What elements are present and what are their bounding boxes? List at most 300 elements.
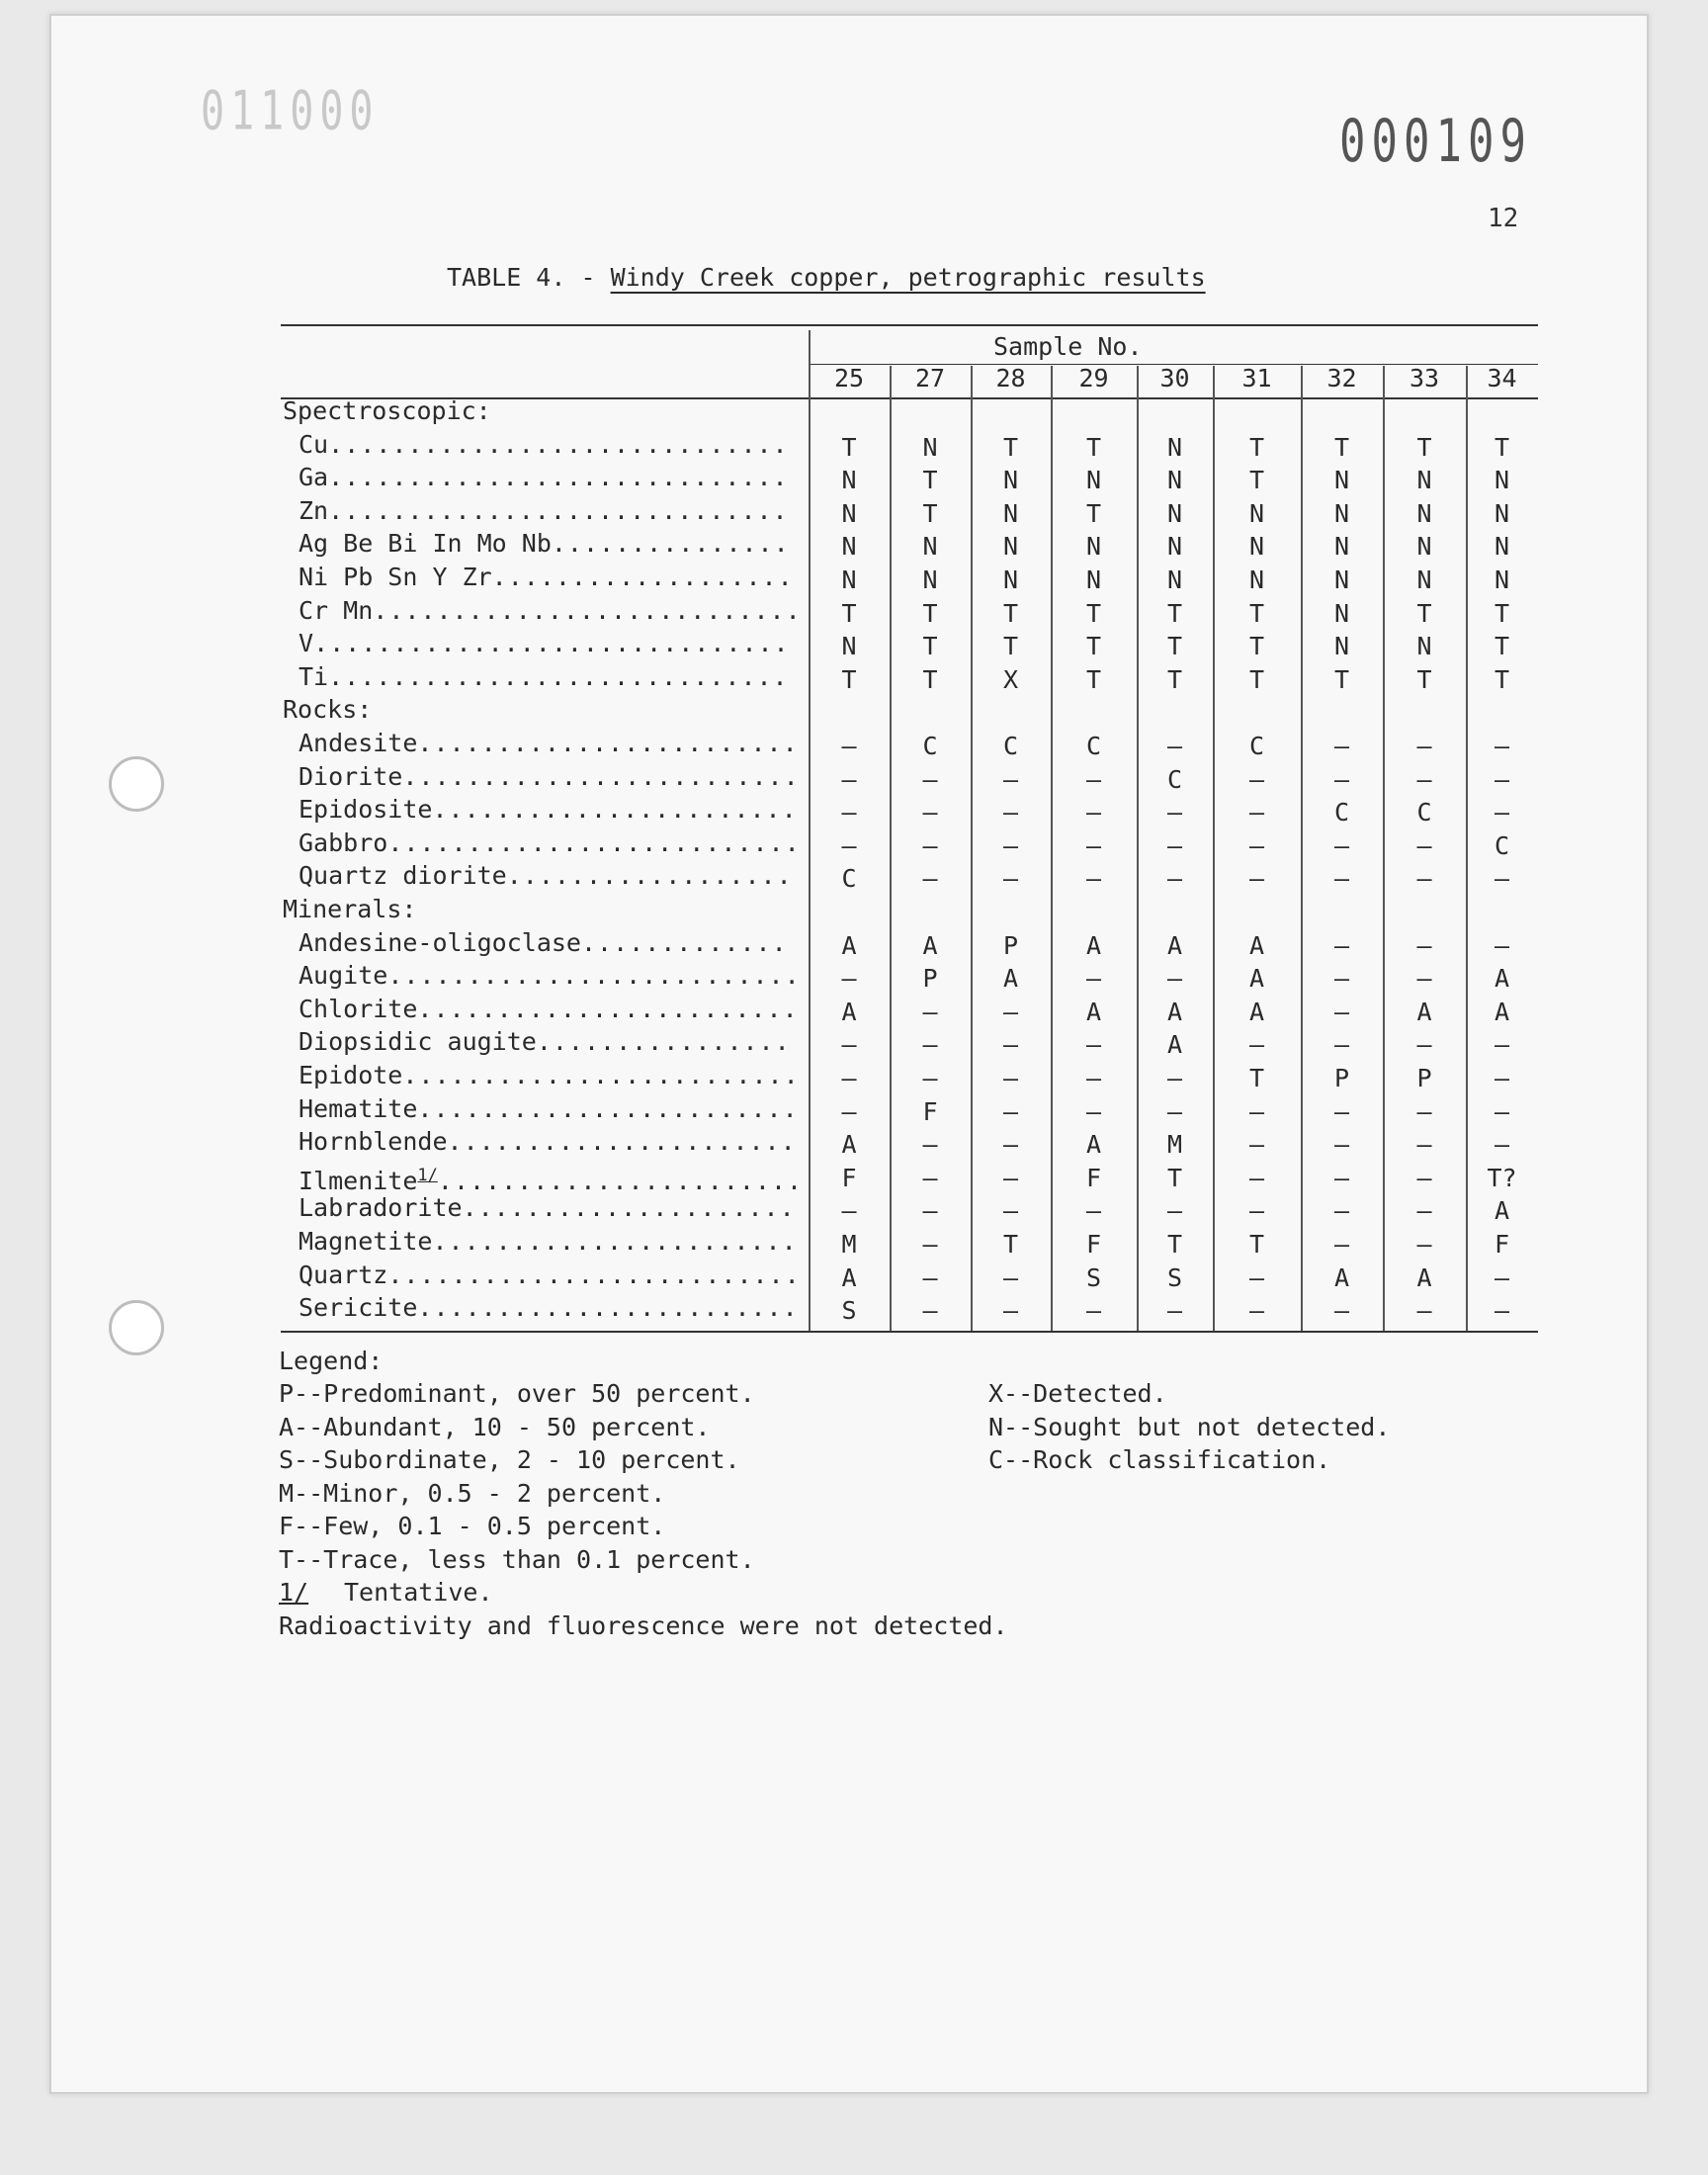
table-cell: A bbox=[1166, 1030, 1183, 1060]
table-cell: C bbox=[1333, 798, 1350, 827]
table-cell: N bbox=[841, 532, 857, 562]
table-cell: – bbox=[1416, 732, 1432, 760]
table-cell: – bbox=[841, 798, 857, 827]
table-cell: – bbox=[1248, 1196, 1265, 1226]
table-cell: A bbox=[841, 930, 857, 960]
dot-leader: ............................. bbox=[328, 463, 789, 492]
table-cell: A bbox=[841, 1262, 857, 1292]
row-name: Magnetite bbox=[299, 1227, 433, 1256]
row-label bbox=[299, 995, 799, 1024]
table-cell: T bbox=[922, 598, 938, 628]
row-name: Augite bbox=[299, 961, 388, 991]
table-cell: – bbox=[1248, 1096, 1265, 1126]
table-cell: – bbox=[1166, 864, 1183, 894]
table-cell: – bbox=[1333, 964, 1350, 994]
table-cell: N bbox=[1166, 432, 1183, 462]
row-name: Quartz diorite bbox=[299, 861, 507, 891]
row-label bbox=[299, 1293, 799, 1323]
column-header-sample: 27 bbox=[914, 364, 946, 392]
table-cell: A bbox=[922, 930, 938, 960]
table-cell: N bbox=[1248, 566, 1265, 594]
table-cell: A bbox=[1002, 964, 1019, 994]
table-cell: A bbox=[841, 997, 857, 1026]
row-label bbox=[299, 795, 798, 825]
table-cell: – bbox=[1002, 1030, 1019, 1060]
table-cell: – bbox=[922, 1030, 938, 1060]
table-cell: – bbox=[1166, 830, 1183, 860]
table-cell: T bbox=[1494, 632, 1510, 661]
table-cell: – bbox=[1333, 830, 1350, 860]
footnote-mark: 1/ bbox=[279, 1578, 309, 1608]
table-cell: N bbox=[841, 466, 857, 495]
table-cell: – bbox=[1494, 1064, 1510, 1092]
table-cell: N bbox=[1002, 532, 1019, 562]
row-label bbox=[299, 1161, 803, 1196]
table-cell: – bbox=[841, 732, 857, 760]
table-cell: S bbox=[1085, 1262, 1102, 1292]
column-header-sample: 29 bbox=[1078, 364, 1109, 392]
row-label bbox=[299, 629, 790, 658]
table-cell: – bbox=[1085, 1196, 1102, 1226]
dot-leader: .................. bbox=[506, 861, 793, 891]
row-name: Ilmenite bbox=[299, 1166, 418, 1195]
table-cell: T bbox=[841, 664, 857, 694]
dot-leader: .......................... bbox=[387, 961, 801, 991]
table-cell: P bbox=[1416, 1064, 1432, 1092]
dot-leader: .......................... bbox=[387, 1260, 801, 1289]
row-label bbox=[299, 1027, 791, 1057]
table-cell: – bbox=[1416, 964, 1432, 994]
table-cell: N bbox=[1166, 532, 1183, 562]
table-cell: T bbox=[1085, 598, 1102, 628]
legend-entry: F--Few, 0.1 - 0.5 percent. bbox=[279, 1512, 666, 1541]
table-caption bbox=[447, 263, 1206, 292]
punch-hole bbox=[109, 1300, 164, 1355]
table-cell: T bbox=[1248, 632, 1265, 661]
row-name: Epidote bbox=[299, 1061, 403, 1089]
table-cell: – bbox=[1002, 830, 1019, 860]
row-label bbox=[299, 828, 801, 858]
table-cell: – bbox=[1416, 764, 1432, 794]
table-cell: – bbox=[1002, 997, 1019, 1026]
table-cell: – bbox=[1494, 764, 1510, 794]
table-cell: T bbox=[922, 632, 938, 661]
table-cell: – bbox=[922, 1230, 938, 1259]
table-cell: – bbox=[1248, 830, 1265, 860]
row-name: Zn bbox=[299, 495, 329, 525]
table-cell: – bbox=[1002, 1096, 1019, 1126]
row-label bbox=[299, 1127, 797, 1157]
dot-leader: ......................... bbox=[402, 761, 800, 791]
table-cell: F bbox=[1085, 1230, 1102, 1259]
column-divider bbox=[1213, 366, 1215, 1331]
table-cell: T bbox=[1002, 632, 1019, 661]
table-cell: – bbox=[1166, 1096, 1183, 1126]
table-cell: N bbox=[841, 566, 857, 594]
column-header-sample: 25 bbox=[833, 364, 865, 392]
faint-document-number-stamp: 011000 bbox=[201, 80, 380, 143]
row-name: Hematite bbox=[299, 1093, 418, 1123]
table-cell: – bbox=[1166, 1196, 1183, 1226]
table-cell: – bbox=[1494, 1296, 1510, 1326]
table-cell: – bbox=[1494, 1130, 1510, 1160]
table-cell: – bbox=[1333, 1096, 1350, 1126]
table-cell: – bbox=[1085, 764, 1102, 794]
table-cell: – bbox=[922, 798, 938, 827]
table-cell: T bbox=[1166, 598, 1183, 628]
table-cell: T bbox=[1085, 632, 1102, 661]
table-cell: A bbox=[1494, 964, 1510, 994]
table-cell: A bbox=[1248, 997, 1265, 1026]
table-cell: T bbox=[1494, 598, 1510, 628]
column-divider bbox=[1466, 366, 1468, 1331]
table-cell: – bbox=[1248, 1030, 1265, 1060]
table-cell: S bbox=[1166, 1262, 1183, 1292]
dot-leader: ....................... bbox=[432, 795, 798, 825]
table-cell: A bbox=[1494, 997, 1510, 1026]
column-divider bbox=[1051, 366, 1053, 1331]
table-cell: N bbox=[1333, 498, 1350, 528]
table-cell: C bbox=[1002, 732, 1019, 760]
table-cell: N bbox=[841, 498, 857, 528]
table-cell: N bbox=[1248, 532, 1265, 562]
dot-leader: ............... bbox=[551, 529, 790, 559]
table-cell: C bbox=[841, 864, 857, 894]
sample-number-header: Sample No. bbox=[993, 332, 1143, 361]
row-label bbox=[299, 1227, 798, 1257]
table-cell: – bbox=[1494, 864, 1510, 894]
table-cell: A bbox=[1085, 1130, 1102, 1160]
table-cell: – bbox=[1002, 1296, 1019, 1326]
table-cell: – bbox=[841, 830, 857, 860]
table-cell: – bbox=[1248, 1262, 1265, 1292]
row-name: Chlorite bbox=[299, 994, 418, 1023]
column-header-sample: 30 bbox=[1159, 364, 1190, 392]
table-cell: T bbox=[1085, 498, 1102, 528]
table-cell: T bbox=[922, 498, 938, 528]
table-cell: – bbox=[1416, 864, 1432, 894]
table-cell: N bbox=[1416, 498, 1432, 528]
table-cell: – bbox=[922, 1196, 938, 1226]
row-label bbox=[299, 961, 801, 991]
column-header-sample: 28 bbox=[995, 364, 1026, 392]
table-cell: – bbox=[841, 964, 857, 994]
table-cell: F bbox=[1494, 1230, 1510, 1259]
table-cell: – bbox=[1416, 1163, 1432, 1192]
table-cell: N bbox=[1166, 498, 1183, 528]
table-cell: N bbox=[922, 532, 938, 562]
table-cell: C bbox=[1166, 764, 1183, 794]
table-cell: – bbox=[922, 1130, 938, 1160]
column-header-sample: 31 bbox=[1241, 364, 1272, 392]
table-cell: N bbox=[841, 632, 857, 661]
table-cell: – bbox=[1085, 864, 1102, 894]
table-cell: T bbox=[1002, 598, 1019, 628]
table-cell: S bbox=[841, 1296, 857, 1326]
table-cell: – bbox=[1248, 1130, 1265, 1160]
column-divider bbox=[1383, 366, 1385, 1331]
table-cell: N bbox=[1416, 632, 1432, 661]
table-cell: – bbox=[1416, 1030, 1432, 1060]
table-cell: T bbox=[1416, 432, 1432, 462]
column-divider bbox=[1137, 366, 1139, 1331]
table-caption-prefix: TABLE 4. - bbox=[447, 263, 611, 292]
table-cell: T bbox=[1166, 664, 1183, 694]
table-cell: N bbox=[1333, 598, 1350, 628]
column-divider bbox=[890, 366, 892, 1331]
table-cell: – bbox=[1002, 1262, 1019, 1292]
table-cell: T bbox=[1248, 598, 1265, 628]
table-cell: – bbox=[1085, 964, 1102, 994]
table-cell: N bbox=[1002, 498, 1019, 528]
table-cell: – bbox=[841, 764, 857, 794]
table-cell: N bbox=[1416, 566, 1432, 594]
table-cell: N bbox=[1416, 466, 1432, 495]
section-label: Rocks: bbox=[283, 695, 373, 725]
table-bottom-rule bbox=[281, 1331, 1538, 1333]
dot-leader: ............................. bbox=[328, 661, 789, 691]
row-label bbox=[299, 762, 800, 792]
table-cell: – bbox=[922, 830, 938, 860]
dot-leader: ......................... bbox=[402, 1061, 800, 1089]
table-cell: – bbox=[1333, 1230, 1350, 1259]
table-cell: – bbox=[1248, 764, 1265, 794]
table-cell: – bbox=[922, 864, 938, 894]
radioactivity-note: Radioactivity and fluorescence were not detected. bbox=[279, 1610, 1008, 1640]
dot-leader: ............. bbox=[580, 927, 788, 957]
table-cell: – bbox=[1248, 864, 1265, 894]
table-cell: T bbox=[841, 432, 857, 462]
table-cell: – bbox=[1416, 1230, 1432, 1259]
table-cell: N bbox=[1085, 566, 1102, 594]
table-cell: – bbox=[1166, 1296, 1183, 1326]
legend-entry: S--Subordinate, 2 - 10 percent. bbox=[279, 1445, 740, 1475]
dot-leader: ....................... bbox=[432, 1227, 798, 1256]
table-cell: – bbox=[1333, 1163, 1350, 1192]
table-cell: T bbox=[922, 466, 938, 495]
legend-entry: T--Trace, less than 0.1 percent. bbox=[279, 1544, 755, 1574]
table-cell: C bbox=[1416, 798, 1432, 827]
table-cell: T bbox=[1166, 1163, 1183, 1192]
table-cell: T bbox=[1333, 664, 1350, 694]
dot-leader: ..................... bbox=[462, 1193, 796, 1223]
table-cell: – bbox=[841, 1064, 857, 1092]
table-top-rule bbox=[281, 324, 1538, 326]
row-name: Gabbro bbox=[299, 827, 388, 857]
table-cell: N bbox=[1494, 498, 1510, 528]
table-cell: C bbox=[1494, 830, 1510, 860]
table-cell: C bbox=[1248, 732, 1265, 760]
table-cell: F bbox=[922, 1096, 938, 1126]
table-cell: X bbox=[1002, 664, 1019, 694]
table-cell: – bbox=[922, 1262, 938, 1292]
table-cell: – bbox=[1416, 1196, 1432, 1226]
legend-entry: P--Predominant, over 50 percent. bbox=[279, 1379, 755, 1409]
table-cell: – bbox=[1416, 1096, 1432, 1126]
table-cell: – bbox=[1333, 864, 1350, 894]
table-cell: A bbox=[1085, 997, 1102, 1026]
table-cell: C bbox=[922, 732, 938, 760]
table-cell: A bbox=[1416, 1262, 1432, 1292]
table-cell: – bbox=[1002, 864, 1019, 894]
footnote-text: Tentative. bbox=[344, 1578, 493, 1608]
dot-leader: ................ bbox=[536, 1027, 791, 1057]
table-cell: T bbox=[841, 598, 857, 628]
table-cell: N bbox=[1166, 566, 1183, 594]
table-cell: – bbox=[1494, 1096, 1510, 1126]
dot-leader: ............................. bbox=[328, 495, 789, 525]
row-name: Ga bbox=[299, 463, 329, 492]
table-cell: – bbox=[1494, 1030, 1510, 1060]
table-cell: A bbox=[1248, 964, 1265, 994]
table-cell: T bbox=[1002, 1230, 1019, 1259]
dot-leader: ........................ bbox=[417, 1093, 799, 1123]
dot-leader: ................... bbox=[491, 563, 794, 591]
table-cell: – bbox=[1002, 764, 1019, 794]
row-name: Andesite bbox=[299, 729, 418, 757]
legend-entry: X--Detected. bbox=[988, 1379, 1167, 1409]
dot-leader: ........................ bbox=[417, 994, 799, 1023]
table-cell: – bbox=[841, 1196, 857, 1226]
row-name: Ag Be Bi In Mo Nb bbox=[299, 529, 552, 559]
table-cell: – bbox=[1333, 1196, 1350, 1226]
column-header-sample: 32 bbox=[1326, 364, 1357, 392]
table-cell: – bbox=[922, 1296, 938, 1326]
legend-title: Legend: bbox=[279, 1346, 384, 1375]
row-label bbox=[299, 1061, 800, 1090]
table-cell: – bbox=[841, 1030, 857, 1060]
row-label bbox=[299, 662, 789, 692]
row-label bbox=[299, 529, 790, 559]
table-cell: N bbox=[1002, 566, 1019, 594]
table-cell: N bbox=[1085, 532, 1102, 562]
document-number-stamp: 000109 bbox=[1339, 108, 1532, 176]
column-divider bbox=[809, 330, 811, 1331]
table-cell: M bbox=[841, 1230, 857, 1259]
row-label bbox=[299, 1261, 801, 1290]
table-cell: C bbox=[1085, 732, 1102, 760]
row-label bbox=[299, 729, 799, 758]
table-cell: T bbox=[1166, 1230, 1183, 1259]
table-cell: N bbox=[922, 432, 938, 462]
row-label bbox=[299, 430, 789, 460]
table-cell: N bbox=[1002, 466, 1019, 495]
row-label bbox=[299, 463, 789, 492]
table-cell: – bbox=[1002, 1064, 1019, 1092]
table-cell: N bbox=[922, 566, 938, 594]
table-cell: T? bbox=[1487, 1163, 1517, 1192]
table-cell: N bbox=[1333, 566, 1350, 594]
section-label: Minerals: bbox=[283, 895, 417, 923]
table-cell: P bbox=[1002, 930, 1019, 960]
table-cell: N bbox=[1494, 532, 1510, 562]
row-name: Ni Pb Sn Y Zr bbox=[299, 563, 492, 591]
row-name: Epidosite bbox=[299, 795, 433, 825]
table-cell: A bbox=[1085, 930, 1102, 960]
column-divider bbox=[1301, 366, 1303, 1331]
table-cell: – bbox=[1166, 1064, 1183, 1092]
table-caption-title: Windy Creek copper, petrographic results bbox=[610, 263, 1206, 292]
row-name: Cu bbox=[299, 429, 329, 459]
table-cell: – bbox=[1085, 1030, 1102, 1060]
table-cell: N bbox=[1494, 466, 1510, 495]
table-cell: – bbox=[1494, 732, 1510, 760]
legend-entry: M--Minor, 0.5 - 2 percent. bbox=[279, 1478, 666, 1508]
row-label bbox=[299, 1094, 799, 1124]
table-cell: – bbox=[1248, 1163, 1265, 1192]
row-name: Andesine-oligoclase bbox=[299, 927, 581, 957]
row-name: Quartz bbox=[299, 1260, 388, 1289]
table-cell: – bbox=[1333, 930, 1350, 960]
table-cell: A bbox=[1166, 930, 1183, 960]
table-cell: N bbox=[1416, 532, 1432, 562]
punch-hole bbox=[109, 756, 164, 812]
table-cell: N bbox=[1494, 566, 1510, 594]
table-cell: T bbox=[922, 664, 938, 694]
table-cell: P bbox=[922, 964, 938, 994]
dot-leader: .......................... bbox=[387, 827, 801, 857]
table-cell: A bbox=[1416, 997, 1432, 1026]
row-name: Cr Mn bbox=[299, 595, 374, 625]
table-cell: – bbox=[1333, 1130, 1350, 1160]
row-name: Sericite bbox=[299, 1293, 418, 1323]
table-cell: – bbox=[1166, 798, 1183, 827]
table-cell: F bbox=[1085, 1163, 1102, 1192]
table-cell: – bbox=[1085, 830, 1102, 860]
table-cell: – bbox=[1494, 1262, 1510, 1292]
table-cell: – bbox=[1494, 798, 1510, 827]
table-cell: – bbox=[1002, 798, 1019, 827]
table-cell: N bbox=[1333, 466, 1350, 495]
table-cell: – bbox=[1085, 1296, 1102, 1326]
row-label bbox=[299, 928, 788, 958]
table-cell: – bbox=[1002, 1163, 1019, 1192]
dot-leader: ............................. bbox=[328, 429, 789, 459]
row-name: Labradorite bbox=[299, 1193, 463, 1223]
table-cell: – bbox=[1333, 764, 1350, 794]
table-cell: T bbox=[1085, 664, 1102, 694]
table-cell: F bbox=[841, 1163, 857, 1192]
table-cell: – bbox=[1248, 1296, 1265, 1326]
table-cell: – bbox=[1166, 964, 1183, 994]
table-cell: T bbox=[1002, 432, 1019, 462]
row-name: Diorite bbox=[299, 761, 403, 791]
row-name: V bbox=[299, 629, 314, 658]
row-label bbox=[299, 1193, 796, 1223]
table-cell: P bbox=[1333, 1064, 1350, 1092]
dot-leader: ...................... bbox=[447, 1127, 797, 1157]
table-cell: – bbox=[922, 764, 938, 794]
table-cell: T bbox=[1248, 466, 1265, 495]
table-cell: T bbox=[1494, 432, 1510, 462]
table-cell: N bbox=[1085, 466, 1102, 495]
footnote-marker: 1/ bbox=[417, 1165, 438, 1185]
table-cell: – bbox=[1085, 1064, 1102, 1092]
table-cell: M bbox=[1166, 1130, 1183, 1160]
table-cell: T bbox=[1416, 664, 1432, 694]
dot-leader: ........................ bbox=[417, 1293, 799, 1323]
table-cell: – bbox=[1416, 1130, 1432, 1160]
table-cell: – bbox=[922, 997, 938, 1026]
table-cell: T bbox=[1248, 664, 1265, 694]
column-header-sample: 33 bbox=[1409, 364, 1440, 392]
table-cell: – bbox=[1002, 1196, 1019, 1226]
table-cell: T bbox=[1494, 664, 1510, 694]
table-cell: A bbox=[1333, 1262, 1350, 1292]
row-label bbox=[299, 563, 794, 592]
table-cell: – bbox=[1002, 1130, 1019, 1160]
row-label bbox=[299, 496, 789, 526]
